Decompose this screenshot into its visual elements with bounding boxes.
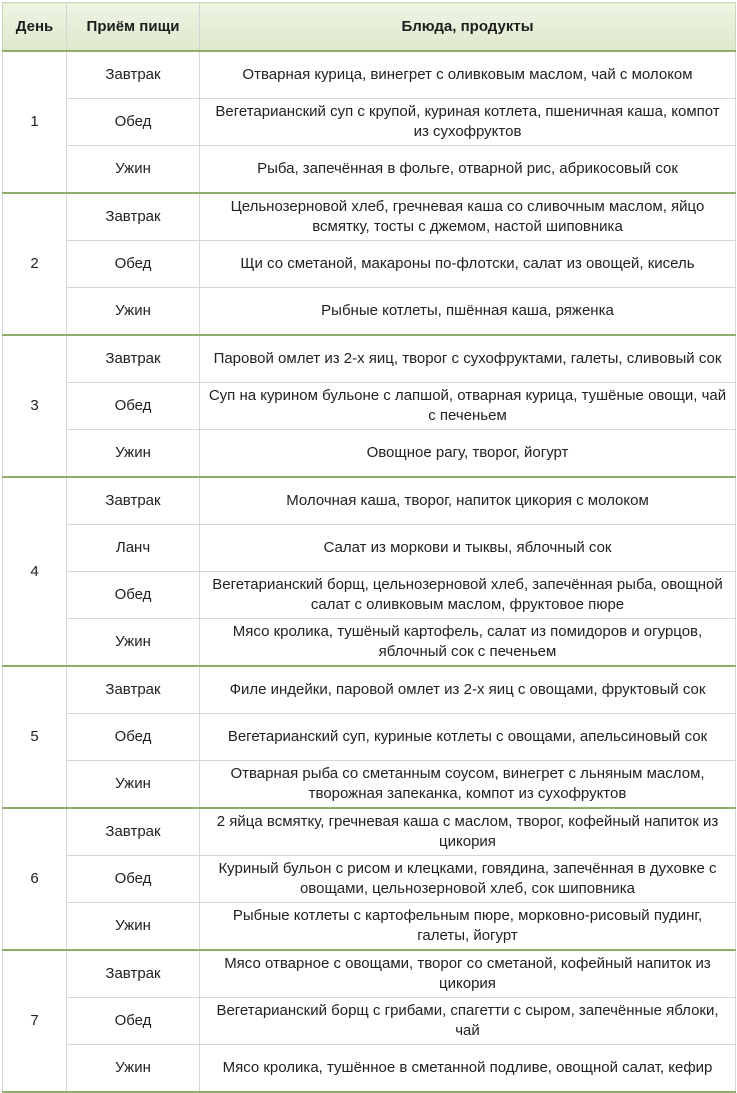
dishes-cell: Цельнозерновой хлеб, гречневая каша со сливочным маслом, яйцо всмятку, тосты с джемом, настой шиповника xyxy=(200,193,736,241)
table-row xyxy=(3,146,736,194)
day-number-cell: 5 xyxy=(3,666,67,808)
header-row xyxy=(3,3,736,52)
meal-name-cell: Завтрак xyxy=(67,335,200,383)
dishes-cell: Филе индейки, паровой омлет из 2-х яиц с овощами, фруктовый сок xyxy=(200,666,736,714)
meal-name-cell: Обед xyxy=(67,99,200,146)
dishes-cell: Мясо кролика, тушённое в сметанной подливе, овощной салат, кефир xyxy=(200,1045,736,1093)
table-row xyxy=(3,761,736,809)
meal-name-cell: Завтрак xyxy=(67,193,200,241)
table-row xyxy=(3,572,736,619)
table-row xyxy=(3,288,736,336)
table-row xyxy=(3,430,736,478)
table-row xyxy=(3,714,736,761)
dishes-cell: Отварная рыба со сметанным соусом, винегрет с льняным маслом, творожная запеканка, компот из сухофруктов xyxy=(200,761,736,809)
meal-name-cell: Обед xyxy=(67,572,200,619)
dishes-cell: Вегетарианский борщ с грибами, спагетти с сыром, запечённые яблоки, чай xyxy=(200,998,736,1045)
meal-name-cell: Завтрак xyxy=(67,950,200,998)
table-row xyxy=(3,619,736,667)
table-row xyxy=(3,525,736,572)
table-row xyxy=(3,99,736,146)
table-row xyxy=(3,477,736,525)
table-row xyxy=(3,903,736,951)
dishes-cell: Щи со сметаной, макароны по-флотски, салат из овощей, кисель xyxy=(200,241,736,288)
day-number-cell: 4 xyxy=(3,477,67,666)
table-row xyxy=(3,193,736,241)
table-row xyxy=(3,950,736,998)
meal-name-cell: Завтрак xyxy=(67,808,200,856)
dishes-cell: Мясо отварное с овощами, творог со сметаной, кофейный напиток из цикория xyxy=(200,950,736,998)
meal-name-cell: Ужин xyxy=(67,761,200,809)
dishes-cell: Рыба, запечённая в фольге, отварной рис, абрикосовый сок xyxy=(200,146,736,194)
dishes-cell: Куриный бульон с рисом и клецками, говядина, запечённая в духовке с овощами, цельнозерновой хлеб, сок шиповника xyxy=(200,856,736,903)
header-meal: Приём пищи xyxy=(67,3,200,52)
meal-name-cell: Ужин xyxy=(67,1045,200,1093)
dishes-cell: Суп на курином бульоне с лапшой, отварная курица, тушёные овощи, чай с печеньем xyxy=(200,383,736,430)
table-row xyxy=(3,808,736,856)
day-number-cell: 3 xyxy=(3,335,67,477)
dishes-cell: Салат из моркови и тыквы, яблочный сок xyxy=(200,525,736,572)
table-row xyxy=(3,998,736,1045)
table-row xyxy=(3,241,736,288)
day-number-cell: 1 xyxy=(3,51,67,193)
meal-name-cell: Обед xyxy=(67,998,200,1045)
header-day: День xyxy=(3,3,67,52)
meal-name-cell: Ужин xyxy=(67,146,200,194)
meal-name-cell: Ужин xyxy=(67,619,200,667)
dishes-cell: Овощное рагу, творог, йогурт xyxy=(200,430,736,478)
dishes-cell: Вегетарианский суп с крупой, куриная котлета, пшеничная каша, компот из сухофруктов xyxy=(200,99,736,146)
table-body xyxy=(3,51,736,1092)
table-header xyxy=(3,3,736,52)
dishes-cell: Мясо кролика, тушёный картофель, салат из помидоров и огурцов, яблочный сок с печеньем xyxy=(200,619,736,667)
dishes-cell: Вегетарианский суп, куриные котлеты с овощами, апельсиновый сок xyxy=(200,714,736,761)
dishes-cell: Молочная каша, творог, напиток цикория с молоком xyxy=(200,477,736,525)
day-number-cell: 6 xyxy=(3,808,67,950)
meal-name-cell: Завтрак xyxy=(67,51,200,99)
dishes-cell: Рыбные котлеты с картофельным пюре, морковно-рисовый пудинг, галеты, йогурт xyxy=(200,903,736,951)
table-row xyxy=(3,335,736,383)
meal-name-cell: Завтрак xyxy=(67,477,200,525)
dishes-cell: Вегетарианский борщ, цельнозерновой хлеб, запечённая рыба, овощной салат с оливковым маслом, фруктовое пюре xyxy=(200,572,736,619)
meal-name-cell: Ужин xyxy=(67,430,200,478)
dishes-cell: Паровой омлет из 2-х яиц, творог с сухофруктами, галеты, сливовый сок xyxy=(200,335,736,383)
header-dishes: Блюда, продукты xyxy=(200,3,736,52)
meal-name-cell: Ужин xyxy=(67,903,200,951)
dishes-cell: Рыбные котлеты, пшённая каша, ряженка xyxy=(200,288,736,336)
dishes-cell: 2 яйца всмятку, гречневая каша с маслом, творог, кофейный напиток из цикория xyxy=(200,808,736,856)
day-number-cell: 7 xyxy=(3,950,67,1092)
table-row xyxy=(3,856,736,903)
table-row xyxy=(3,666,736,714)
meal-plan-table xyxy=(2,2,736,1093)
meal-name-cell: Обед xyxy=(67,714,200,761)
meal-name-cell: Обед xyxy=(67,241,200,288)
table-row xyxy=(3,51,736,99)
table-row xyxy=(3,383,736,430)
meal-name-cell: Завтрак xyxy=(67,666,200,714)
meal-name-cell: Ланч xyxy=(67,525,200,572)
day-number-cell: 2 xyxy=(3,193,67,335)
meal-name-cell: Обед xyxy=(67,383,200,430)
meal-name-cell: Обед xyxy=(67,856,200,903)
table-row xyxy=(3,1045,736,1093)
dishes-cell: Отварная курица, винегрет с оливковым маслом, чай с молоком xyxy=(200,51,736,99)
meal-name-cell: Ужин xyxy=(67,288,200,336)
